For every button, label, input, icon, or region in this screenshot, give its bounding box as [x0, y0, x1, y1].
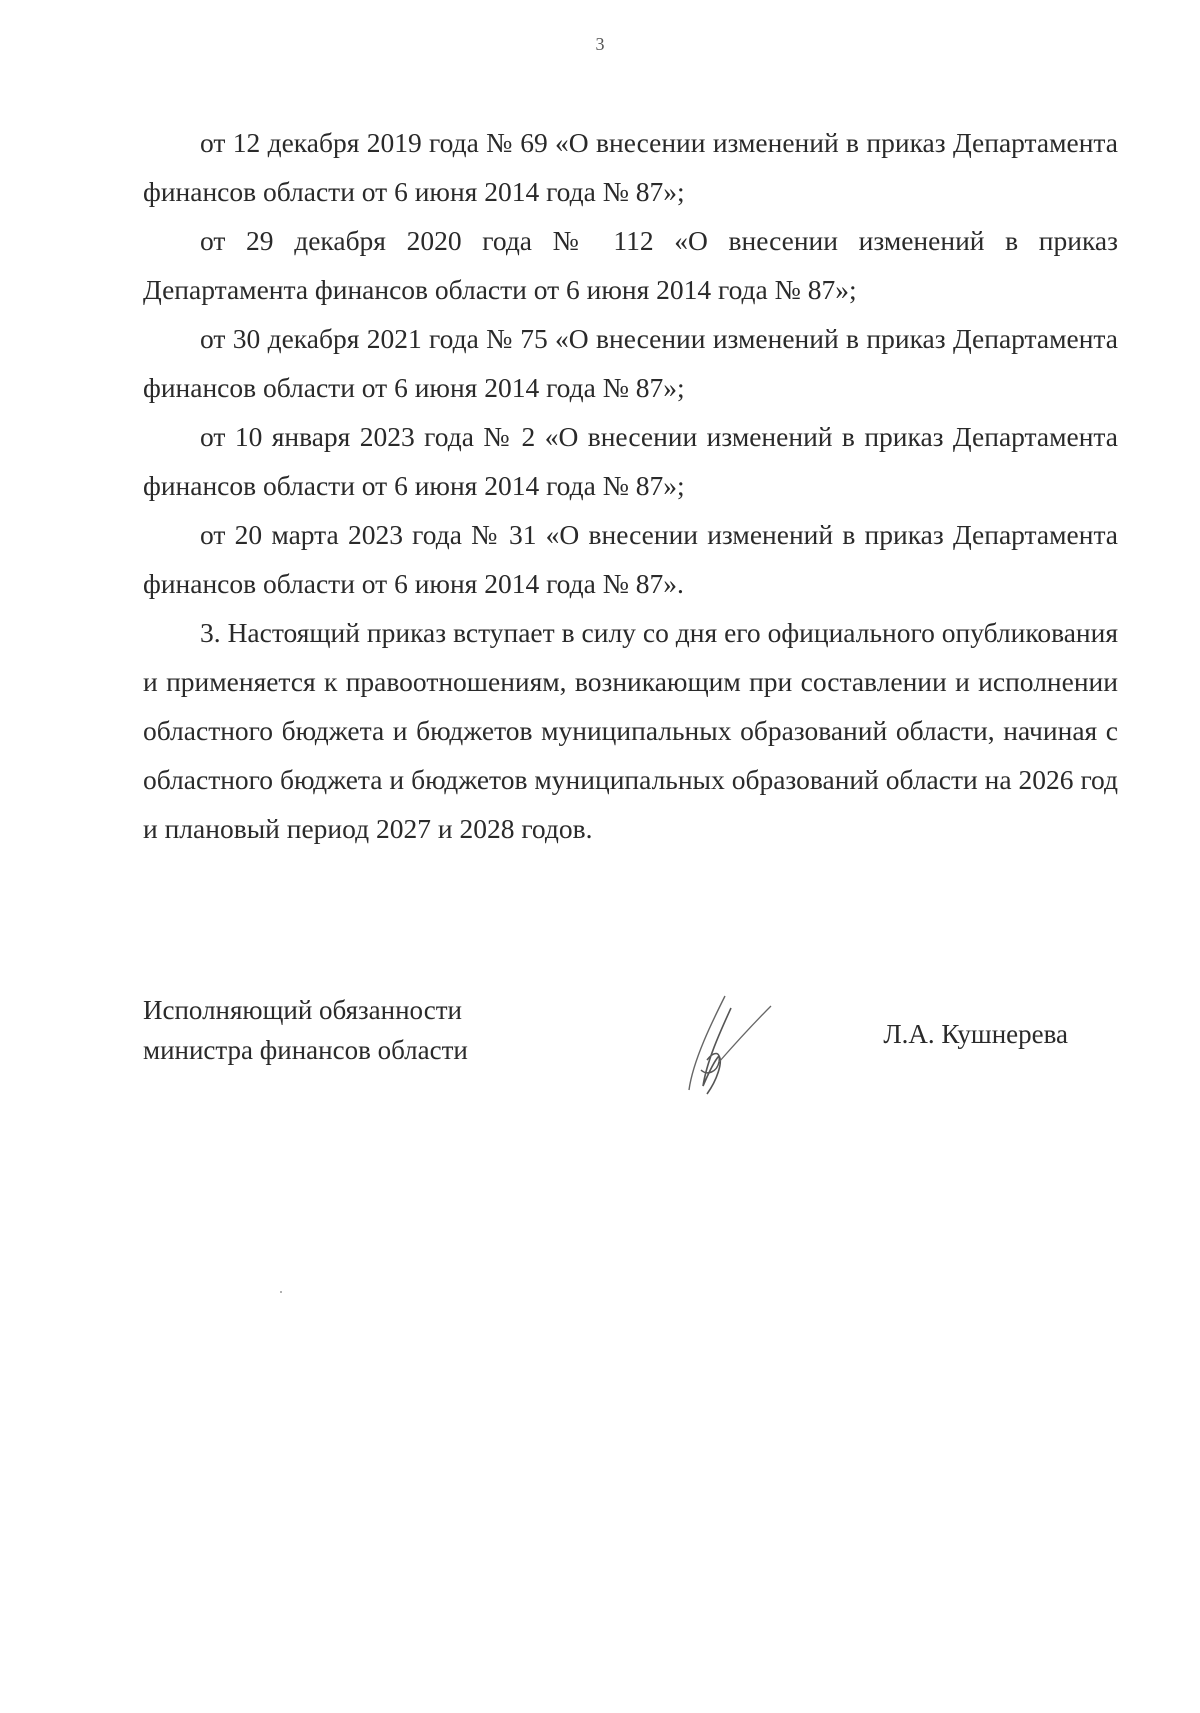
scan-speck — [280, 1291, 282, 1293]
amendment-item-2023-march: от 20 марта 2023 года № 31 «О внесении изменений в приказ Департамента финансов области от 6 июня 2014 года № 87». — [143, 519, 1118, 599]
signatory-position — [143, 990, 468, 1070]
signatory-name: Л.А. Кушнерева — [883, 1019, 1068, 1049]
clause-3-effective-date: 3. Настоящий приказ вступает в силу со дня его официального опубликования и применяется к правоотношениям, возникающим при составлении и исполнении областного бюджета и бюджетов муниципальных образований области, начиная с областного бюджета и бюджетов муниципальных образований области на 2026 год и плановый период 2027 и 2028 годов. — [143, 617, 1118, 844]
amendment-item-2020: от 29 декабря 2020 года № 112 «О внесении изменений в приказ Департамента финансов области от 6 июня 2014 года № 87»; — [143, 225, 1118, 305]
amendment-item-2021: от 30 декабря 2021 года № 75 «О внесении изменений в приказ Департамента финансов области от 6 июня 2014 года № 87»; — [143, 323, 1118, 403]
signatory-position-line-2: министра финансов области — [143, 1035, 468, 1065]
signature-block — [143, 990, 1118, 1120]
amendment-item-2019: от 12 декабря 2019 года № 69 «О внесении изменений в приказ Департамента финансов области от 6 июня 2014 года № 87»; — [143, 127, 1118, 207]
document-body — [143, 118, 1118, 853]
page-number: 3 — [595, 34, 605, 54]
signatory-position-line-1: Исполняющий обязанности — [143, 995, 462, 1025]
handwritten-signature-icon — [663, 990, 783, 1100]
amendment-item-2023-january: от 10 января 2023 года № 2 «О внесении изменений в приказ Департамента финансов области от 6 июня 2014 года № 87»; — [143, 421, 1118, 501]
